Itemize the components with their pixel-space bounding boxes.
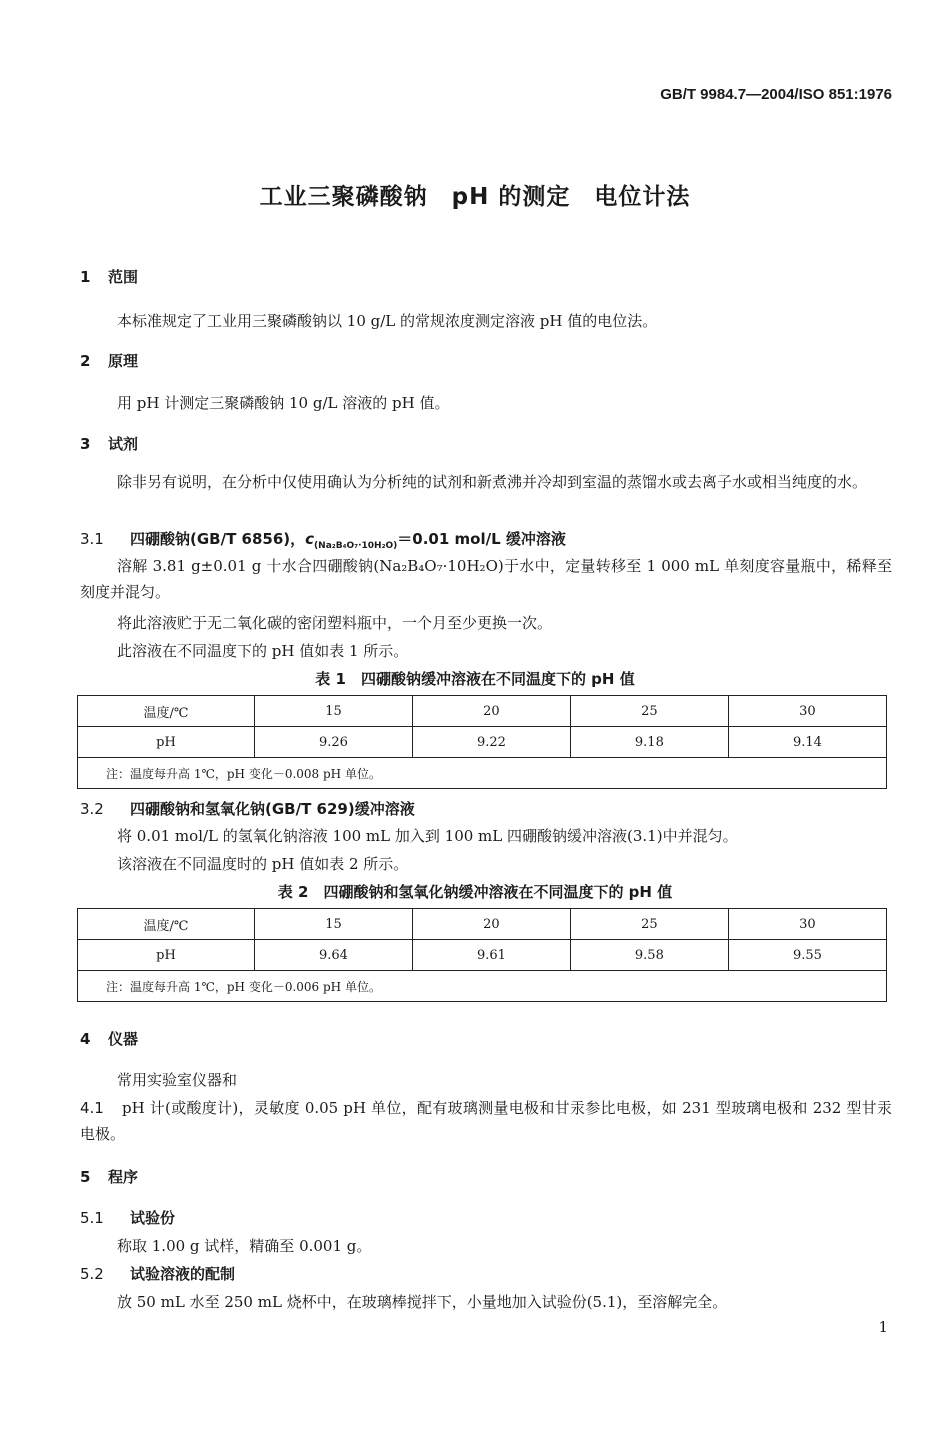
table-cell: 15 — [255, 909, 413, 940]
standard-number: GB/T 9984.7—2004/ISO 851:1976 — [660, 86, 892, 103]
subsection-5-2-heading — [80, 1263, 235, 1284]
table-cell: 9.18 — [570, 727, 728, 758]
section-number: 3 — [80, 435, 91, 453]
subsection-5-1-text: 称取 1.00 g 试样，精确至 0.001 g。 — [117, 1237, 372, 1255]
table-cell: 9.58 — [570, 940, 728, 971]
section-title: 仪器 — [108, 1030, 139, 1048]
table-cell: 25 — [570, 909, 728, 940]
section-title: 试剂 — [108, 435, 139, 453]
subsection-3-2-para-2: 该溶液在不同温度时的 pH 值如表 2 所示。 — [117, 855, 409, 873]
subsection-number: 5.2 — [80, 1265, 104, 1283]
page-number: 1 — [878, 1318, 888, 1336]
subsection-number: 3.2 — [80, 800, 104, 818]
table-cell: 9.22 — [412, 727, 570, 758]
table-row — [78, 727, 887, 758]
section-3-text: 除非另有说明，在分析中仅使用确认为分析纯的试剂和新煮沸并冷却到室温的蒸馏水或去离子水或相当纯度的水。 — [117, 473, 868, 491]
subsection-4-1-text — [80, 1095, 892, 1147]
subsection-4-1-body: pH 计(或酸度计)，灵敏度 0.05 pH 单位，配有玻璃测量电极和甘汞参比电极，如 231 型玻璃电极和 232 型甘汞电极。 — [80, 1099, 892, 1143]
subsection-title: 四硼酸钠和氢氧化钠(GB/T 629)缓冲溶液 — [130, 800, 415, 818]
table-header-cell: 温度/℃ — [78, 909, 255, 940]
table-row — [78, 696, 887, 727]
subsection-number: 3.1 — [80, 530, 104, 548]
section-title: 范围 — [108, 268, 139, 286]
document-title: 工业三聚磷酸钠 pH 的测定 电位计法 — [259, 184, 691, 210]
subsection-3-1-para-2: 将此溶液贮于无二氧化碳的密闭塑料瓶中，一个月至少更换一次。 — [117, 614, 553, 632]
table-2 — [77, 908, 887, 1002]
section-5-heading — [80, 1166, 138, 1187]
section-title: 原理 — [108, 352, 139, 370]
subsection-number: 4.1 — [80, 1099, 104, 1117]
subsection-title: 试验溶液的配制 — [130, 1265, 236, 1283]
table-1-caption: 表 1 四硼酸钠缓冲溶液在不同温度下的 pH 值 — [315, 670, 635, 688]
section-2-heading — [80, 350, 138, 371]
subsection-title-part-b: ＝0.01 mol/L 缓冲溶液 — [397, 530, 566, 548]
subsection-3-1-para-1: 溶解 3.81 g±0.01 g 十水合四硼酸钠(Na₂B₄O₇·10H₂O)于水中，定量转移至 1 000 mL 单刻度容量瓶中，稀释至刻度并混匀。 — [80, 557, 892, 601]
subsection-5-1-heading — [80, 1207, 175, 1228]
table-cell: 20 — [412, 909, 570, 940]
table-header-cell: 温度/℃ — [78, 696, 255, 727]
subsection-title: 试验份 — [130, 1209, 176, 1227]
table-row — [78, 909, 887, 940]
section-1-text: 本标准规定了工业用三聚磷酸钠以 10 g/L 的常规浓度测定溶液 pH 值的电位法。 — [117, 312, 658, 330]
section-1-heading — [80, 266, 138, 287]
table-header-cell: pH — [78, 940, 255, 971]
table-cell: 15 — [255, 696, 413, 727]
table-row — [78, 940, 887, 971]
subsection-title-part-a: 四硼酸钠(GB/T 6856)， — [130, 530, 306, 548]
subsection-3-2-heading — [80, 798, 415, 819]
section-title: 程序 — [108, 1168, 139, 1186]
subsection-number: 5.1 — [80, 1209, 104, 1227]
table-row — [78, 971, 887, 1002]
section-4-heading — [80, 1028, 138, 1049]
section-4-text: 常用实验室仪器和 — [117, 1071, 238, 1089]
table-cell: 30 — [728, 909, 886, 940]
table-cell: 9.14 — [728, 727, 886, 758]
section-3-heading — [80, 433, 138, 454]
subsection-5-2-text: 放 50 mL 水至 250 mL 烧杯中，在玻璃棒搅拌下，小量地加入试验份(5.1)，至溶解完全。 — [117, 1293, 728, 1311]
table-cell: 30 — [728, 696, 886, 727]
section-number: 2 — [80, 352, 91, 370]
table-note: 注：温度每升高 1℃，pH 变化－0.006 pH 单位。 — [78, 971, 887, 1002]
section-number: 1 — [80, 268, 91, 286]
subsection-3-1-heading — [80, 528, 566, 551]
table-note: 注：温度每升高 1℃，pH 变化－0.008 pH 单位。 — [78, 758, 887, 789]
concentration-subscript: (Na₂B₄O₇·10H₂O) — [314, 541, 398, 551]
table-cell: 25 — [570, 696, 728, 727]
table-2-caption: 表 2 四硼酸钠和氢氧化钠缓冲溶液在不同温度下的 pH 值 — [277, 883, 673, 901]
table-cell: 20 — [412, 696, 570, 727]
section-number: 5 — [80, 1168, 91, 1186]
table-row — [78, 758, 887, 789]
table-cell: 9.64 — [255, 940, 413, 971]
section-number: 4 — [80, 1030, 91, 1048]
table-cell: 9.26 — [255, 727, 413, 758]
subsection-3-1-para-3: 此溶液在不同温度下的 pH 值如表 1 所示。 — [117, 642, 409, 660]
subsection-3-2-para-1: 将 0.01 mol/L 的氢氧化钠溶液 100 mL 加入到 100 mL 四硼酸钠缓冲溶液(3.1)中并混匀。 — [117, 827, 738, 845]
table-header-cell: pH — [78, 727, 255, 758]
concentration-symbol: c — [305, 530, 315, 548]
table-1 — [77, 695, 887, 789]
section-2-text: 用 pH 计测定三聚磷酸钠 10 g/L 溶液的 pH 值。 — [117, 394, 450, 412]
table-cell: 9.55 — [728, 940, 886, 971]
table-cell: 9.61 — [412, 940, 570, 971]
